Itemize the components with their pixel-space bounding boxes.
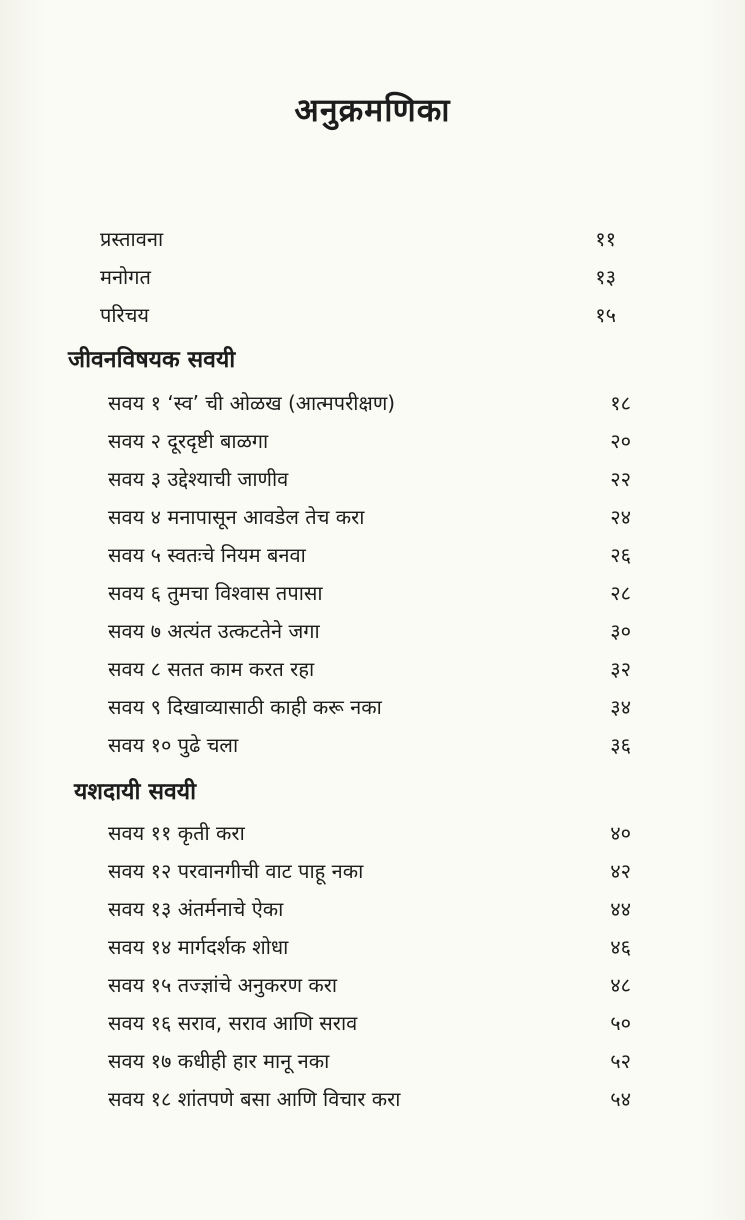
toc-entry-page: १८ bbox=[610, 391, 631, 415]
toc-entry-label: सवय ८ सतत काम करत रहा bbox=[108, 657, 315, 681]
toc-entry-label: सवय ३ उद्देश्याची जाणीव bbox=[108, 467, 289, 491]
toc-entry-page: २४ bbox=[610, 505, 631, 529]
toc-entry-label: सवय १७ कधीही हार मानू नका bbox=[108, 1049, 330, 1073]
toc-entry-label: सवय ६ तुमचा विश्वास तपासा bbox=[108, 581, 323, 605]
toc-entry bbox=[108, 538, 631, 572]
toc-entry-label: सवय १३ अंतर्मनाचे ऐका bbox=[108, 897, 284, 921]
toc-entry-preface bbox=[100, 222, 616, 256]
toc-entry bbox=[108, 652, 631, 686]
toc-entry-label: सवय २ दूरदृष्टी बाळगा bbox=[108, 429, 269, 453]
page-title: अनुक्रमणिका bbox=[294, 91, 451, 129]
toc-entry bbox=[108, 968, 631, 1002]
toc-entry-page: ५२ bbox=[610, 1049, 631, 1073]
toc-entry-label: सवय १६ सराव, सराव आणि सराव bbox=[108, 1011, 358, 1035]
toc-entry-page: १३ bbox=[595, 265, 616, 289]
toc-entry bbox=[108, 1006, 631, 1040]
toc-entry-page: ३२ bbox=[610, 657, 631, 681]
toc-entry-page: ४४ bbox=[610, 897, 631, 921]
toc-entry-label: सवय १ ‘स्व’ ची ओळख (आत्मपरीक्षण) bbox=[108, 391, 396, 415]
toc-entry-page: ४८ bbox=[610, 973, 631, 997]
toc-entry-page: २० bbox=[610, 429, 631, 453]
toc-entry bbox=[108, 930, 631, 964]
toc-entry-label: सवय ४ मनापासून आवडेल तेच करा bbox=[108, 505, 365, 529]
toc-entry-label: सवय १० पुढे चला bbox=[108, 733, 239, 757]
toc-entry-label: परिचय bbox=[100, 303, 150, 327]
toc-entry-label: सवय १२ परवानगीची वाट पाहू नका bbox=[108, 859, 364, 883]
toc-entry-label: मनोगत bbox=[100, 265, 151, 289]
toc-entry-page: ५० bbox=[610, 1011, 631, 1035]
toc-entry-label: सवय १५ तज्ज्ञांचे अनुकरण करा bbox=[108, 973, 338, 997]
toc-entry-page: ३० bbox=[610, 619, 631, 643]
toc-entry-label: प्रस्तावना bbox=[100, 227, 164, 251]
toc-entry-page: ४२ bbox=[610, 859, 631, 883]
section-heading-success-habits: यशदायी सवयी bbox=[74, 779, 197, 805]
toc-entry-label: सवय ५ स्वतःचे नियम बनवा bbox=[108, 543, 306, 567]
toc-entry-page: २६ bbox=[610, 543, 631, 567]
toc-entry-label: सवय १८ शांतपणे बसा आणि विचार करा bbox=[108, 1087, 401, 1111]
toc-entry-page: ३४ bbox=[610, 695, 631, 719]
toc-entry bbox=[108, 854, 631, 888]
toc-entry bbox=[108, 462, 631, 496]
toc-entry bbox=[108, 728, 631, 762]
toc-entry-page: ११ bbox=[595, 227, 616, 251]
toc-entry bbox=[108, 500, 631, 534]
section-heading-life-habits: जीवनविषयक सवयी bbox=[68, 347, 236, 373]
toc-entry-label: सवय ११ कृती करा bbox=[108, 821, 245, 845]
toc-entry bbox=[108, 576, 631, 610]
toc-entry-page: ५४ bbox=[610, 1087, 631, 1111]
toc-entry bbox=[108, 1044, 631, 1078]
toc-entry bbox=[108, 690, 631, 724]
toc-entry-page: १५ bbox=[595, 303, 616, 327]
toc-entry-page: ४६ bbox=[610, 935, 631, 959]
toc-entry bbox=[108, 424, 631, 458]
toc-entry bbox=[108, 1082, 631, 1116]
toc-entry bbox=[108, 614, 631, 648]
toc-entry-label: सवय ९ दिखाव्यासाठी काही करू नका bbox=[108, 695, 382, 719]
toc-entry bbox=[108, 816, 631, 850]
toc-entry-author-note bbox=[100, 260, 616, 294]
toc-entry bbox=[108, 386, 631, 420]
toc-entry-page: ४० bbox=[610, 821, 631, 845]
toc-entry bbox=[108, 892, 631, 926]
toc-entry-label: सवय ७ अत्यंत उत्कटतेने जगा bbox=[108, 619, 320, 643]
toc-entry-page: २२ bbox=[610, 467, 631, 491]
toc-entry-label: सवय १४ मार्गदर्शक शोधा bbox=[108, 935, 289, 959]
toc-entry-page: २८ bbox=[610, 581, 631, 605]
toc-entry-introduction bbox=[100, 298, 616, 332]
toc-entry-page: ३६ bbox=[610, 733, 631, 757]
